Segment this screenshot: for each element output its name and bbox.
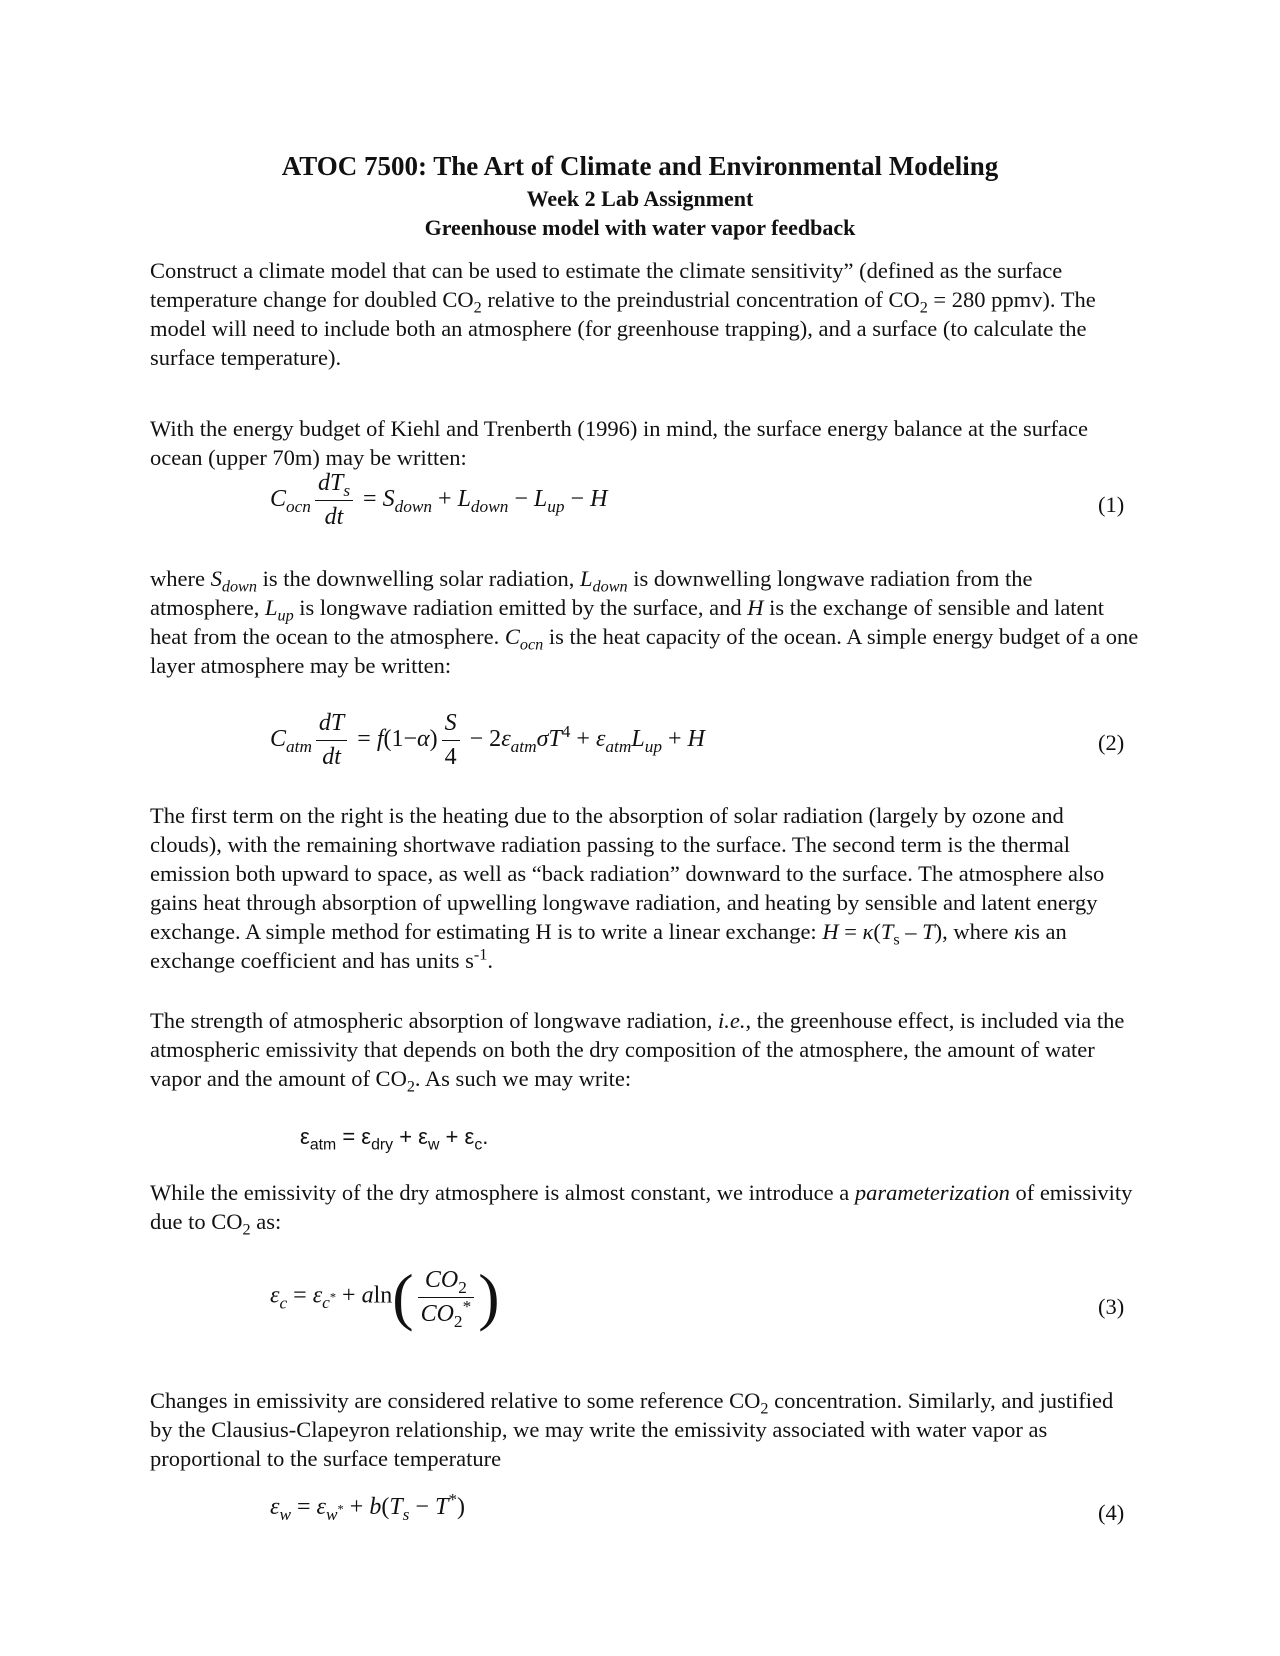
page-title: ATOC 7500: The Art of Climate and Environmental Modeling bbox=[281, 151, 999, 181]
equation-4: $\varepsilon_w = \varepsilon_{w^*} + b(T_s - T^*)$ bbox=[270, 1490, 465, 1524]
paragraph-strength: The strength of atmospheric absorption of longwave radiation, i.e., the greenhouse effect, is included via the atmospheric emissivity that depends on both the dry composition of the atmosphere, the amount of water vapor and the amount of $CO_2$. As such we may write: bbox=[150, 1008, 1125, 1096]
paragraph-intro: Construct a climate model that can be used to estimate the climate sensitivity” (defined as the surface temperature change for doubled $CO_2$ relative to the preindustrial concentration of $CO_2 = 280$ ppmv). The model will need to include both an atmosphere (for greenhouse trapping), and a surface (to calculate the surface temperature). bbox=[150, 258, 1096, 370]
page-topic: Greenhouse model with water vapor feedback bbox=[424, 215, 856, 240]
equation-3-number: (3) bbox=[1098, 1294, 1125, 1319]
paragraph-changes: Changes in emissivity are considered relative to some reference $CO_2$ concentration. Similarly, and justified by the Clausius-Clapeyron relationship, we may write the emissivity associated with water vapor as proportional to the surface temperature bbox=[150, 1388, 1114, 1471]
equation-1: $C_{ocn}$ $\frac{dT_s}{dt}$ = $S_{down} + L_{down} - L_{up} - H$ bbox=[270, 470, 608, 530]
equation-4-number: (4) bbox=[1098, 1500, 1125, 1525]
title-block bbox=[0, 148, 1280, 242]
emissivity-sum: $\varepsilon_{atm} = \varepsilon_{dry} + \varepsilon_w + \varepsilon_c$. bbox=[300, 1124, 489, 1154]
equation-2-number: (2) bbox=[1098, 730, 1125, 755]
page-subtitle: Week 2 Lab Assignment bbox=[526, 186, 754, 211]
equation-3: $\varepsilon_c = \varepsilon_{c^*} + aln$( $\frac{CO_2}{CO_2^*}$ ) bbox=[270, 1261, 500, 1332]
equation-2: $C_{atm}$ $\frac{dT}{dt}$ = f(1−α) $\frac{S}{4}$ − $2\varepsilon_{atm}\sigma T^4 + \varepsilon_{atm}L_{up} + H$ bbox=[270, 710, 705, 770]
paragraph-first-term: The first term on the right is the heating due to the absorption of solar radiation (largely by ozone and clouds), with the remaining shortwave radiation passing to the surface. The second term is the thermal emission both upward to space, as well as “back radiation” downward to the surface. The atmosphere also gains heat through absorption of upwelling longwave radiation, and heating by sensible and latent energy exchange. A simple method for estimating H is to write a linear exchange: $H = \kappa(T_s - T)$, where κis an exchange coefficient and has units $s^{-1}$. bbox=[150, 803, 1105, 973]
paragraph-parameterization: While the emissivity of the dry atmosphere is almost constant, we introduce a parameterization of emissivity due to $CO_2$ as: bbox=[150, 1180, 1133, 1239]
paragraph-where: where $S_{down}$ is the downwelling solar radiation, $L_{down}$ is downwelling longwave radiation from the atmosphere, $L_{up}$ is longwave radiation emitted by the surface, and H is the exchange of sensible and latent heat from the ocean to the atmosphere. $C_{ocn}$ is the heat capacity of the ocean. A simple energy budget of a one layer atmosphere may be written: bbox=[150, 566, 1139, 678]
equation-1-number: (1) bbox=[1098, 492, 1125, 517]
paragraph-energy-budget: With the energy budget of Kiehl and Trenberth (1996) in mind, the surface energy balance at the surface ocean (upper 70m) may be written: bbox=[150, 416, 1088, 470]
